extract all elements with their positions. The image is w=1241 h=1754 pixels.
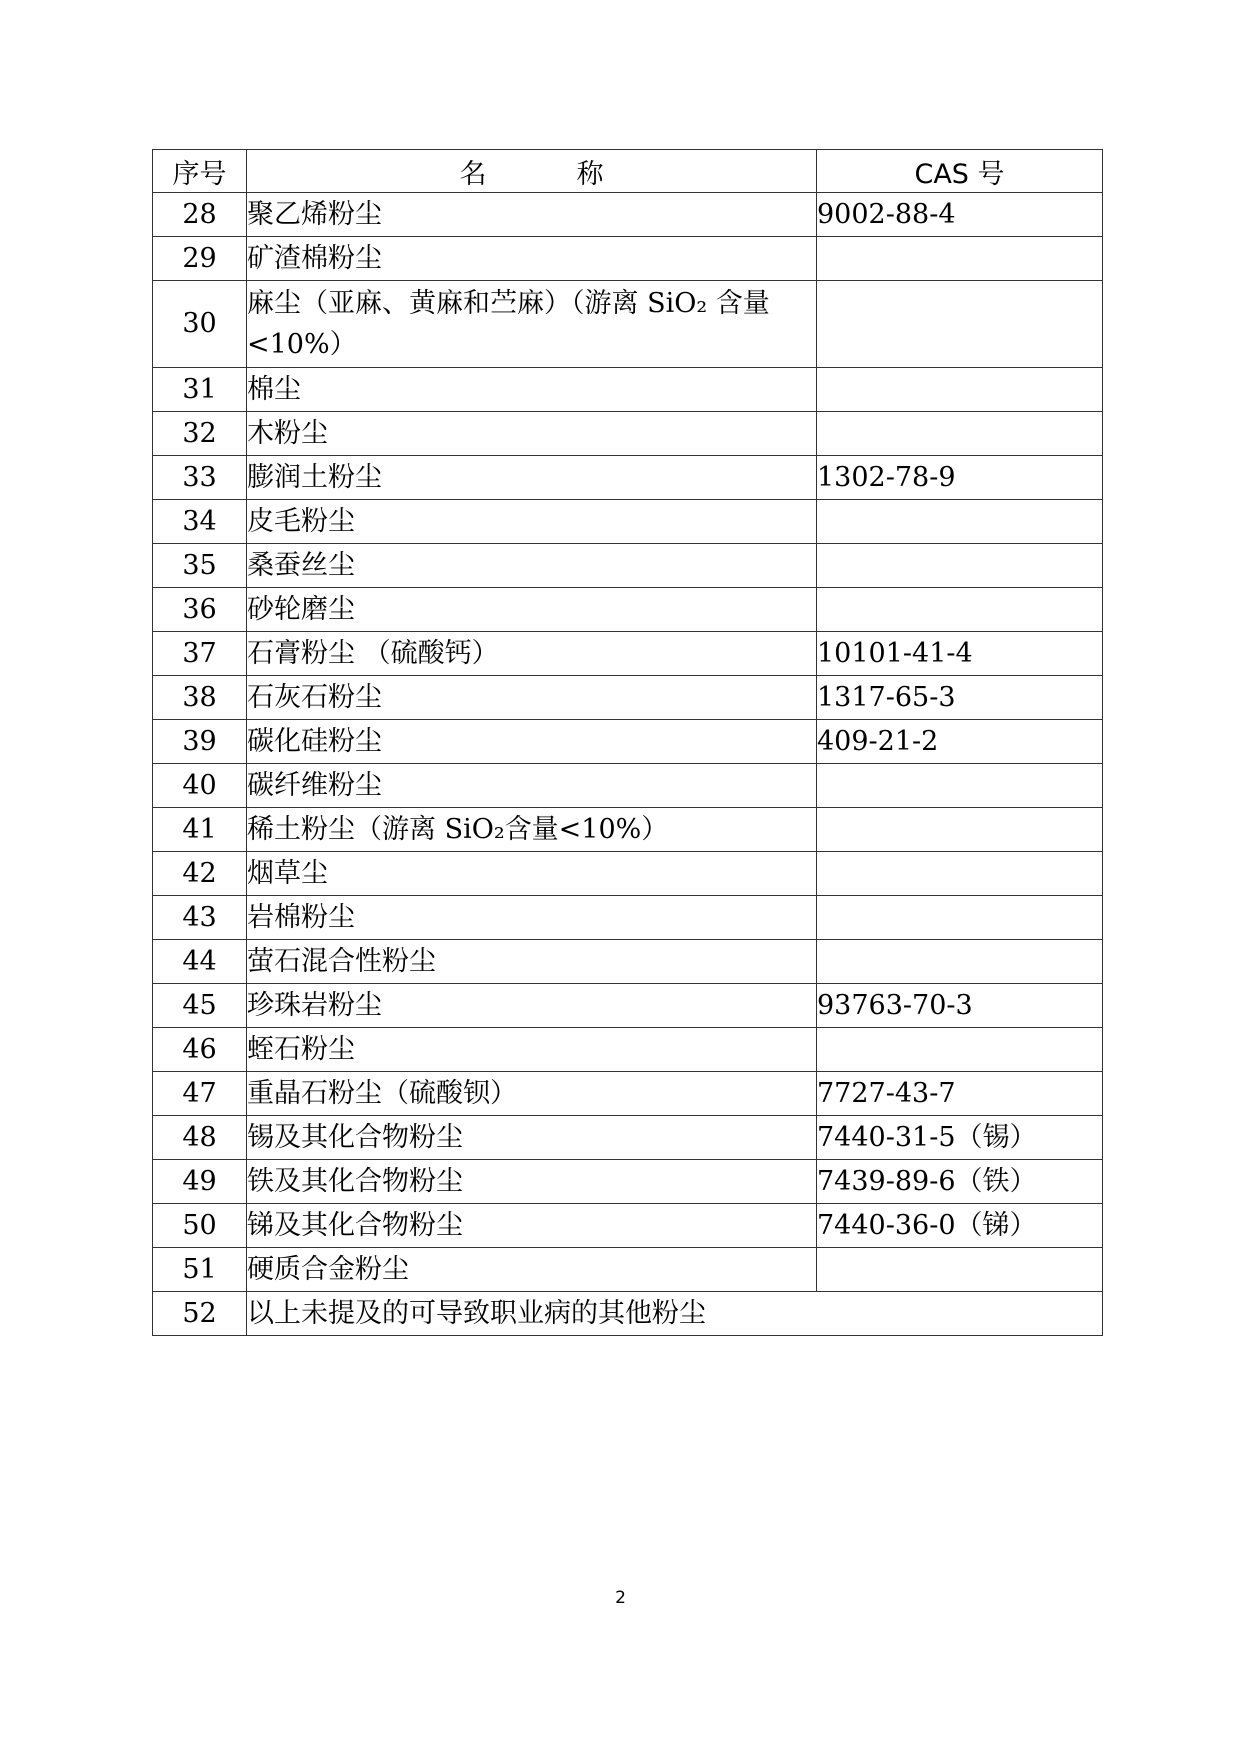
row-name: 烟草尘 — [247, 852, 817, 896]
table-row — [153, 896, 1103, 940]
row-cas — [817, 544, 1103, 588]
row-cas — [817, 940, 1103, 984]
table-row — [153, 808, 1103, 852]
row-cas: 10101-41-4 — [817, 632, 1103, 676]
table-row — [153, 984, 1103, 1028]
row-name: 聚乙烯粉尘 — [247, 193, 817, 237]
row-name: 锑及其化合物粉尘 — [247, 1204, 817, 1248]
row-name: 以上未提及的可导致职业病的其他粉尘 — [247, 1292, 1103, 1336]
row-name: 锡及其化合物粉尘 — [247, 1116, 817, 1160]
table-row — [153, 237, 1103, 281]
table-header-row — [153, 150, 1103, 193]
dust-table — [152, 149, 1103, 1336]
row-name: 棉尘 — [247, 368, 817, 412]
row-cas — [817, 1248, 1103, 1292]
row-number: 38 — [153, 676, 247, 720]
row-cas — [817, 588, 1103, 632]
row-name: 岩棉粉尘 — [247, 896, 817, 940]
row-number: 30 — [153, 281, 247, 368]
table-row — [153, 193, 1103, 237]
row-name: 石膏粉尘 （硫酸钙） — [247, 632, 817, 676]
table-row — [153, 720, 1103, 764]
table-row — [153, 852, 1103, 896]
table-row — [153, 281, 1103, 368]
row-name: 硬质合金粉尘 — [247, 1248, 817, 1292]
row-number: 35 — [153, 544, 247, 588]
row-name: 砂轮磨尘 — [247, 588, 817, 632]
table-row — [153, 676, 1103, 720]
table-row — [153, 764, 1103, 808]
row-name: 矿渣棉粉尘 — [247, 237, 817, 281]
table-row — [153, 1116, 1103, 1160]
row-name: 麻尘（亚麻、黄麻和苎麻）（游离 SiO₂ 含量<10%） — [247, 281, 817, 368]
row-number: 52 — [153, 1292, 247, 1336]
row-name: 稀土粉尘（游离 SiO₂含量<10%） — [247, 808, 817, 852]
row-name: 石灰石粉尘 — [247, 676, 817, 720]
row-cas — [817, 764, 1103, 808]
table-row — [153, 1072, 1103, 1116]
row-cas: 1317-65-3 — [817, 676, 1103, 720]
header-cas: CAS 号 — [817, 150, 1103, 193]
row-cas — [817, 368, 1103, 412]
table-row — [153, 1028, 1103, 1072]
row-number: 46 — [153, 1028, 247, 1072]
row-number: 32 — [153, 412, 247, 456]
row-cas — [817, 412, 1103, 456]
row-cas: 93763-70-3 — [817, 984, 1103, 1028]
row-number: 31 — [153, 368, 247, 412]
row-name: 萤石混合性粉尘 — [247, 940, 817, 984]
row-number: 48 — [153, 1116, 247, 1160]
row-cas: 9002-88-4 — [817, 193, 1103, 237]
row-number: 33 — [153, 456, 247, 500]
row-number: 45 — [153, 984, 247, 1028]
row-number: 43 — [153, 896, 247, 940]
row-number: 36 — [153, 588, 247, 632]
row-name: 碳化硅粉尘 — [247, 720, 817, 764]
row-number: 49 — [153, 1160, 247, 1204]
row-cas: 7440-36-0（锑） — [817, 1204, 1103, 1248]
table-row — [153, 1292, 1103, 1336]
page-number: 2 — [615, 1588, 626, 1608]
row-cas — [817, 808, 1103, 852]
row-number: 41 — [153, 808, 247, 852]
row-cas — [817, 896, 1103, 940]
table-row — [153, 940, 1103, 984]
row-name: 珍珠岩粉尘 — [247, 984, 817, 1028]
header-name-part-2: 称 — [576, 158, 604, 190]
row-name: 蛭石粉尘 — [247, 1028, 817, 1072]
row-number: 34 — [153, 500, 247, 544]
row-name: 桑蚕丝尘 — [247, 544, 817, 588]
row-cas — [817, 500, 1103, 544]
table-row — [153, 1248, 1103, 1292]
row-name: 铁及其化合物粉尘 — [247, 1160, 817, 1204]
row-number: 28 — [153, 193, 247, 237]
table-row — [153, 544, 1103, 588]
row-cas — [817, 281, 1103, 368]
table-row — [153, 500, 1103, 544]
table-row — [153, 456, 1103, 500]
table-row — [153, 412, 1103, 456]
row-cas: 7440-31-5（锡） — [817, 1116, 1103, 1160]
row-name: 木粉尘 — [247, 412, 817, 456]
row-name: 碳纤维粉尘 — [247, 764, 817, 808]
table-row — [153, 1204, 1103, 1248]
row-name: 膨润土粉尘 — [247, 456, 817, 500]
header-name-part-1: 名 — [459, 158, 487, 190]
row-number: 42 — [153, 852, 247, 896]
row-cas: 7727-43-7 — [817, 1072, 1103, 1116]
header-name — [247, 150, 817, 193]
row-number: 50 — [153, 1204, 247, 1248]
row-name: 皮毛粉尘 — [247, 500, 817, 544]
table-row — [153, 588, 1103, 632]
header-number: 序号 — [153, 150, 247, 193]
table-row — [153, 1160, 1103, 1204]
row-number: 39 — [153, 720, 247, 764]
row-number: 29 — [153, 237, 247, 281]
row-cas — [817, 852, 1103, 896]
row-number: 40 — [153, 764, 247, 808]
row-cas — [817, 1028, 1103, 1072]
row-name: 重晶石粉尘（硫酸钡） — [247, 1072, 817, 1116]
row-number: 37 — [153, 632, 247, 676]
table-row — [153, 632, 1103, 676]
table-row — [153, 368, 1103, 412]
row-number: 44 — [153, 940, 247, 984]
row-number: 51 — [153, 1248, 247, 1292]
row-number: 47 — [153, 1072, 247, 1116]
row-cas: 1302-78-9 — [817, 456, 1103, 500]
row-cas: 7439-89-6（铁） — [817, 1160, 1103, 1204]
row-cas: 409-21-2 — [817, 720, 1103, 764]
row-cas — [817, 237, 1103, 281]
